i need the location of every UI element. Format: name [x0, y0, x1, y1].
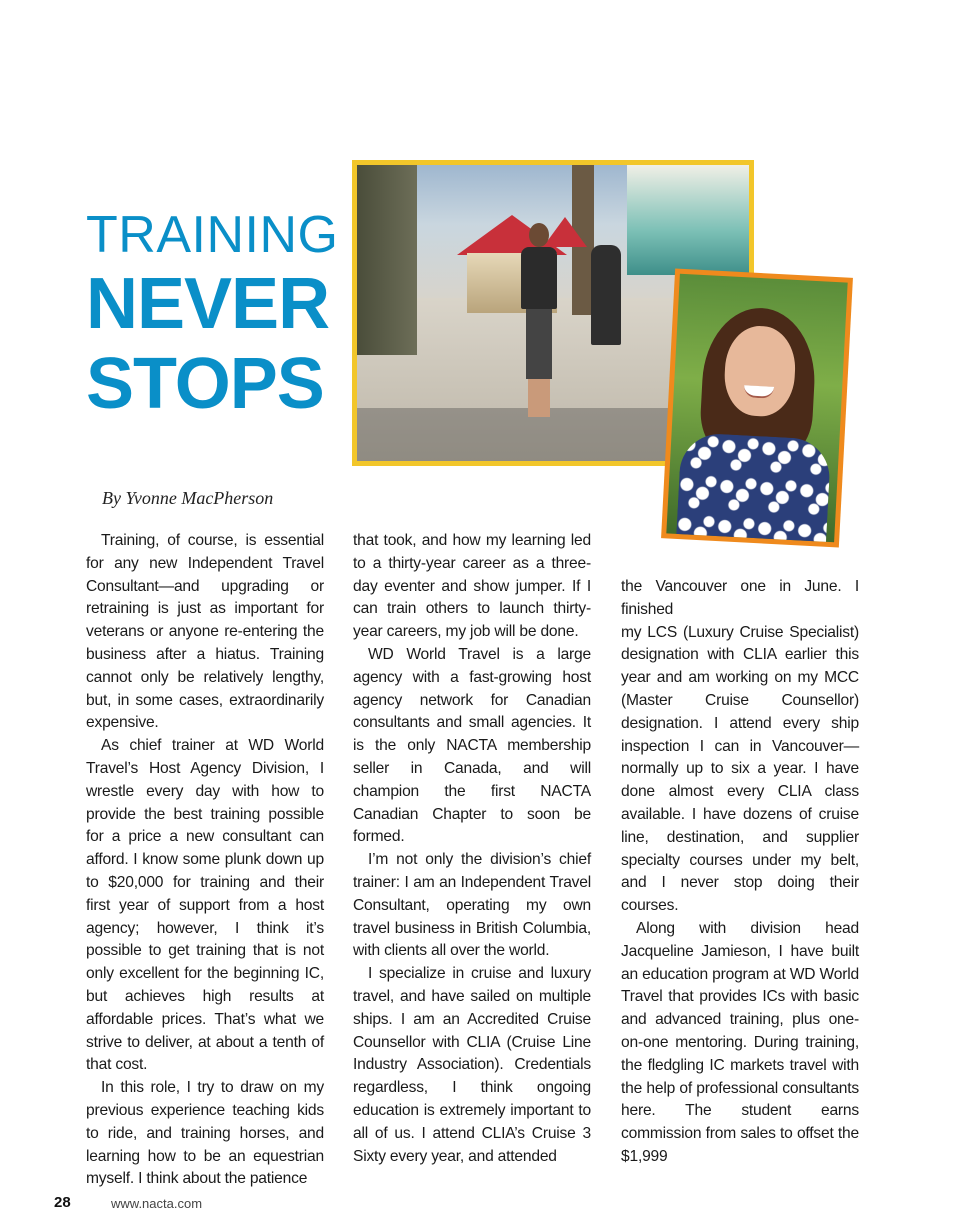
paragraph: that took, and how my learning led to a thirty-year career as a three-day eventer and show jumper. If I can train others to launch thirty-year careers, my job will be done. [353, 532, 591, 641]
paragraph: Training, of course, is essential for any new Independent Travel Consultant—and upgrading or retraining is just as important for veterans or anyone re-entering the business after a hiatus. Training cannot only be relatively lengthy, but, in some cases, extraordinarily expensive. [86, 532, 324, 732]
paragraph: As chief trainer at WD World Travel’s Host Agency Division, I wrestle every day with how to provide the best training possible for a price a new consultant can afford. I know some plunk down up to $20,000 for training and their first year of support from a host agency; however, I think it’s possible to get training that is not only excellent for the beginning IC, but achieves high results at affordable prices. That’s what we strive to deliver, at about a tenth of that cost. [86, 737, 324, 1074]
article-column-2 [353, 530, 591, 1168]
page-number: 28 [54, 1194, 71, 1211]
paragraph: Along with division head Jacqueline Jamieson, I have built an education program at WD World Travel that provides ICs with basic and advanced training, plus one-on-one mentoring. During training, the fledgling IC markets travel with the help of professional consultants here. The student earns commission from sales to offset the $1,999 [621, 919, 859, 1165]
portrait-image [666, 274, 847, 542]
article-title [86, 206, 339, 424]
article-column-1 [86, 530, 324, 1191]
paragraph: WD World Travel is a large agency with a fast-growing host agency network for Canadian consultants and small agencies. It is the only NACTA membership seller in Canada, and will champion the first NACTA Canadian Chapter to soon be formed. [353, 645, 591, 846]
footer-url: www.nacta.com [111, 1196, 203, 1211]
portrait-photo [661, 269, 853, 548]
byline: By Yvonne MacPherson [102, 488, 274, 508]
title-line-stops: STOPS [86, 344, 324, 424]
title-line-never: NEVER [86, 264, 330, 344]
walking-woman-figure [517, 223, 561, 423]
article-column-3 [621, 576, 859, 1169]
paragraph: the Vancouver one in June. I finished [621, 578, 859, 618]
paragraph: I’m not only the division’s chief trainer: I am an Independent Travel Consultant, operating my own travel business in British Columbia, with clients all over the world. [353, 851, 591, 960]
paragraph: my LCS (Luxury Cruise Specialist) designation with CLIA earlier this year and am working on my MCC (Master Cruise Counsellor) designation. I attend every ship inspection I can in Vancouver—normally up to six a year. I have done almost every CLIA class available. I have dozens of cruise line, destination, and supplier specialty courses under my belt, and I never stop doing their courses. [621, 623, 859, 915]
paragraph: I specialize in cruise and luxury travel, and have sailed on multiple ships. I am an Accredited Cruise Counsellor with CLIA (Cruise Line Industry Association). Credentials regardless, I think ongoing education is extremely important to all of us. I attend CLIA’s Cruise 3 Sixty every year, and attended [353, 965, 591, 1165]
paragraph: In this role, I try to draw on my previous experience teaching kids to ride, and training horses, and learning how to be an equestrian myself. I think about the patience [86, 1079, 324, 1188]
title-line-training: TRAINING [86, 206, 339, 264]
